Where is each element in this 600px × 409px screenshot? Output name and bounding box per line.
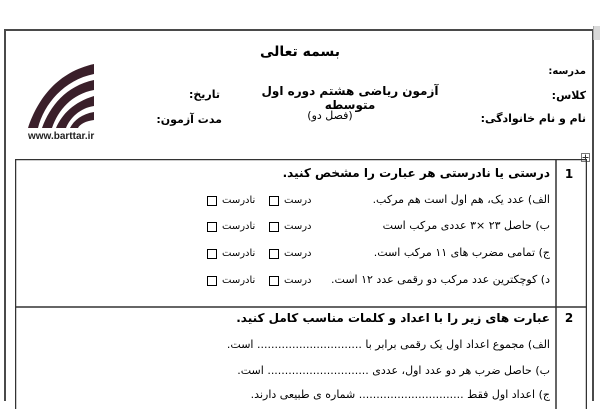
false-label: نادرست [222, 275, 255, 286]
question-number: 2 [559, 311, 579, 325]
false-label: نادرست [222, 221, 255, 232]
statement-text: د) کوچکترین عدد مرکب دو رقمی عدد ۱۲ است. [331, 273, 550, 286]
question-number: 1 [559, 167, 579, 181]
class-label: کلاس: [552, 89, 586, 102]
page-title: بسمه تعالی [0, 44, 600, 60]
statement-text: الف) عدد یک، هم اول است هم مرکب. [373, 193, 550, 206]
name-label: نام و نام خانوادگی: [481, 112, 586, 125]
date-label: تاریخ: [170, 88, 220, 101]
true-label: درست [284, 275, 311, 286]
fill-blank-statement: ب) حاصل ضرب هر دو عدد اول، عددی ............................. است. [237, 364, 550, 377]
exam-title: آزمون ریاضی هشتم دوره اول متوسطه [240, 84, 460, 112]
true-checkbox[interactable] [269, 196, 279, 206]
website-url[interactable]: www.barttar.ir [28, 131, 94, 142]
false-checkbox[interactable] [207, 276, 217, 286]
school-label: مدرسه: [548, 66, 586, 77]
false-checkbox[interactable] [207, 196, 217, 206]
side-scroll-thumb[interactable] [593, 26, 600, 40]
duration-label: مدت آزمون: [150, 113, 222, 126]
question-title: درستی یا نادرستی هر عبارت را مشخص کنید. [283, 166, 550, 180]
false-label: نادرست [222, 195, 255, 206]
false-checkbox[interactable] [207, 249, 217, 259]
question-title: عبارت های زیر را با اعداد و کلمات مناسب کامل کنید. [236, 311, 550, 325]
true-label: درست [284, 195, 311, 206]
fill-blank-statement: الف) مجموع اعداد اول یک رقمی برابر با .............................. است. [227, 338, 550, 351]
true-checkbox[interactable] [269, 222, 279, 232]
term-label: (فصل دو) [290, 109, 370, 122]
true-checkbox[interactable] [269, 276, 279, 286]
true-checkbox[interactable] [269, 249, 279, 259]
false-label: نادرست [222, 248, 255, 259]
true-label: درست [284, 248, 311, 259]
statement-text: ج) تمامی مضرب های ۱۱ مرکب است. [374, 246, 550, 259]
false-checkbox[interactable] [207, 222, 217, 232]
statement-text: ب) حاصل ۲۳ ×۳ عددی مرکب است [383, 219, 550, 232]
fill-blank-statement: ج) اعداد اول فقط .............................. شماره ی طبیعی دارند. [251, 388, 550, 401]
barttar-logo [24, 58, 96, 130]
true-label: درست [284, 221, 311, 232]
